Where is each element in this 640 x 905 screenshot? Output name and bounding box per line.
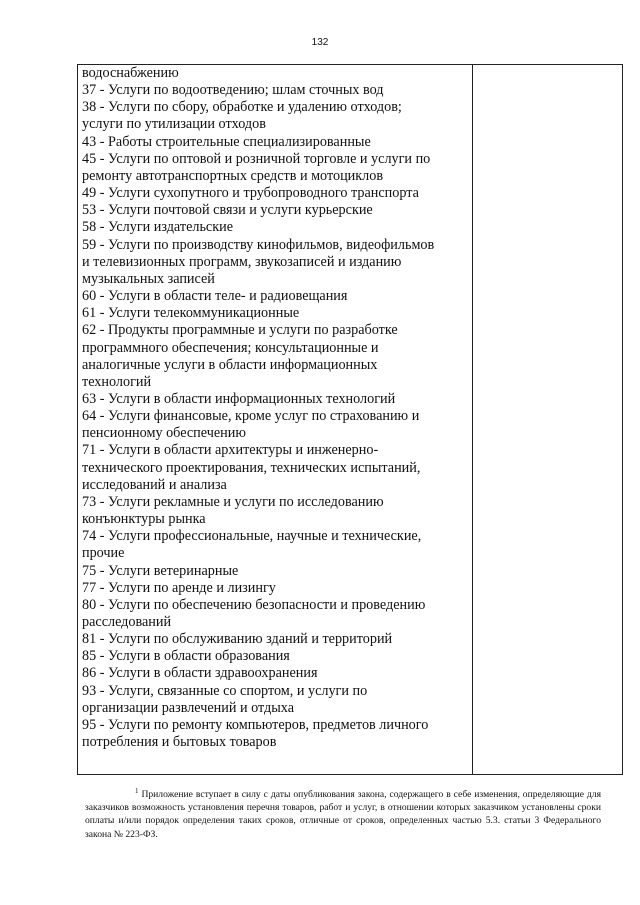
service-line: пенсионному обеспечению — [82, 425, 246, 442]
service-line: потребления и бытовых товаров — [82, 734, 277, 751]
service-line: 86 - Услуги в области здравоохранения — [82, 665, 318, 682]
right-empty-cell — [473, 65, 622, 774]
service-line: программного обеспечения; консультационные и — [82, 339, 379, 356]
service-line: исследований и анализа — [82, 476, 227, 493]
service-line: 38 - Услуги по сбору, обработке и удалению отходов; — [82, 99, 402, 116]
service-line: аналогичные услуги в области информационных — [82, 356, 378, 373]
service-line: 60 - Услуги в области теле- и радиовещания — [82, 288, 348, 305]
footnote-text: Приложение вступает в силу с даты опубликования закона, содержащего в себе изменения, определяющие для заказчиков возможность установления перечня товаров, работ и услуг, в отношении которых заказчиком установлены сроки оплаты и/или порядок определения таких сроков, отличные от сроков, определенных частью 5.3. статьи 3 Федерального закона № 223-ФЗ. — [85, 789, 601, 840]
services-table — [77, 64, 623, 775]
service-line: расследований — [82, 614, 172, 630]
services-list-cell — [82, 65, 468, 751]
service-line: организации развлечений и отдыха — [82, 699, 295, 716]
service-line: 64 - Услуги финансовые, кроме услуг по страхованию и — [82, 408, 420, 425]
service-line: 81 - Услуги по обслуживанию зданий и территорий — [82, 631, 393, 648]
service-line: 71 - Услуги в области архитектуры и инженерно- — [82, 442, 379, 459]
service-line: технологий — [82, 373, 152, 390]
service-line: музыкальных записей — [82, 270, 215, 287]
service-line: 45 - Услуги по оптовой и розничной торговле и услуги по — [82, 150, 431, 167]
page-number: 132 — [311, 37, 329, 48]
service-line: технического проектирования, технических испытаний, — [82, 459, 421, 476]
service-line: конъюнктуры рынка — [82, 511, 206, 528]
footnote — [85, 788, 601, 841]
service-line: и телевизионных программ, звукозаписей и изданию — [82, 253, 402, 270]
service-line: 77 - Услуги по аренде и лизингу — [82, 579, 276, 596]
service-line: 58 - Услуги издательские — [82, 219, 233, 236]
service-line: 37 - Услуги по водоотведению; шлам сточных вод — [82, 82, 384, 99]
service-line: 95 - Услуги по ремонту компьютеров, предметов личного — [82, 716, 429, 733]
service-line: 75 - Услуги ветеринарные — [82, 562, 239, 579]
service-line: 63 - Услуги в области информационных технологий — [82, 390, 396, 407]
service-line: 49 - Услуги сухопутного и трубопроводного транспорта — [82, 185, 419, 202]
footnote-mark: 1 — [135, 786, 139, 795]
service-line: водоснабжению — [82, 65, 179, 81]
service-line: услуги по утилизации отходов — [82, 116, 266, 133]
service-line: 85 - Услуги в области образования — [82, 648, 290, 665]
service-line: прочие — [82, 545, 125, 562]
service-line: 53 - Услуги почтовой связи и услуги курьерские — [82, 202, 373, 219]
service-line: 61 - Услуги телекоммуникационные — [82, 305, 300, 322]
service-line: ремонту автотранспортных средств и мотоциклов — [82, 167, 384, 184]
service-line: 80 - Услуги по обеспечению безопасности и проведению — [82, 596, 426, 613]
service-line: 59 - Услуги по производству кинофильмов, видеофильмов — [82, 236, 435, 253]
service-line: 62 - Продукты программные и услуги по разработке — [82, 322, 398, 339]
service-line: 43 - Работы строительные специализированные — [82, 133, 371, 150]
service-line: 93 - Услуги, связанные со спортом, и услуги по — [82, 682, 368, 699]
service-line: 74 - Услуги профессиональные, научные и технические, — [82, 528, 422, 545]
service-line: 73 - Услуги рекламные и услуги по исследованию — [82, 493, 384, 510]
